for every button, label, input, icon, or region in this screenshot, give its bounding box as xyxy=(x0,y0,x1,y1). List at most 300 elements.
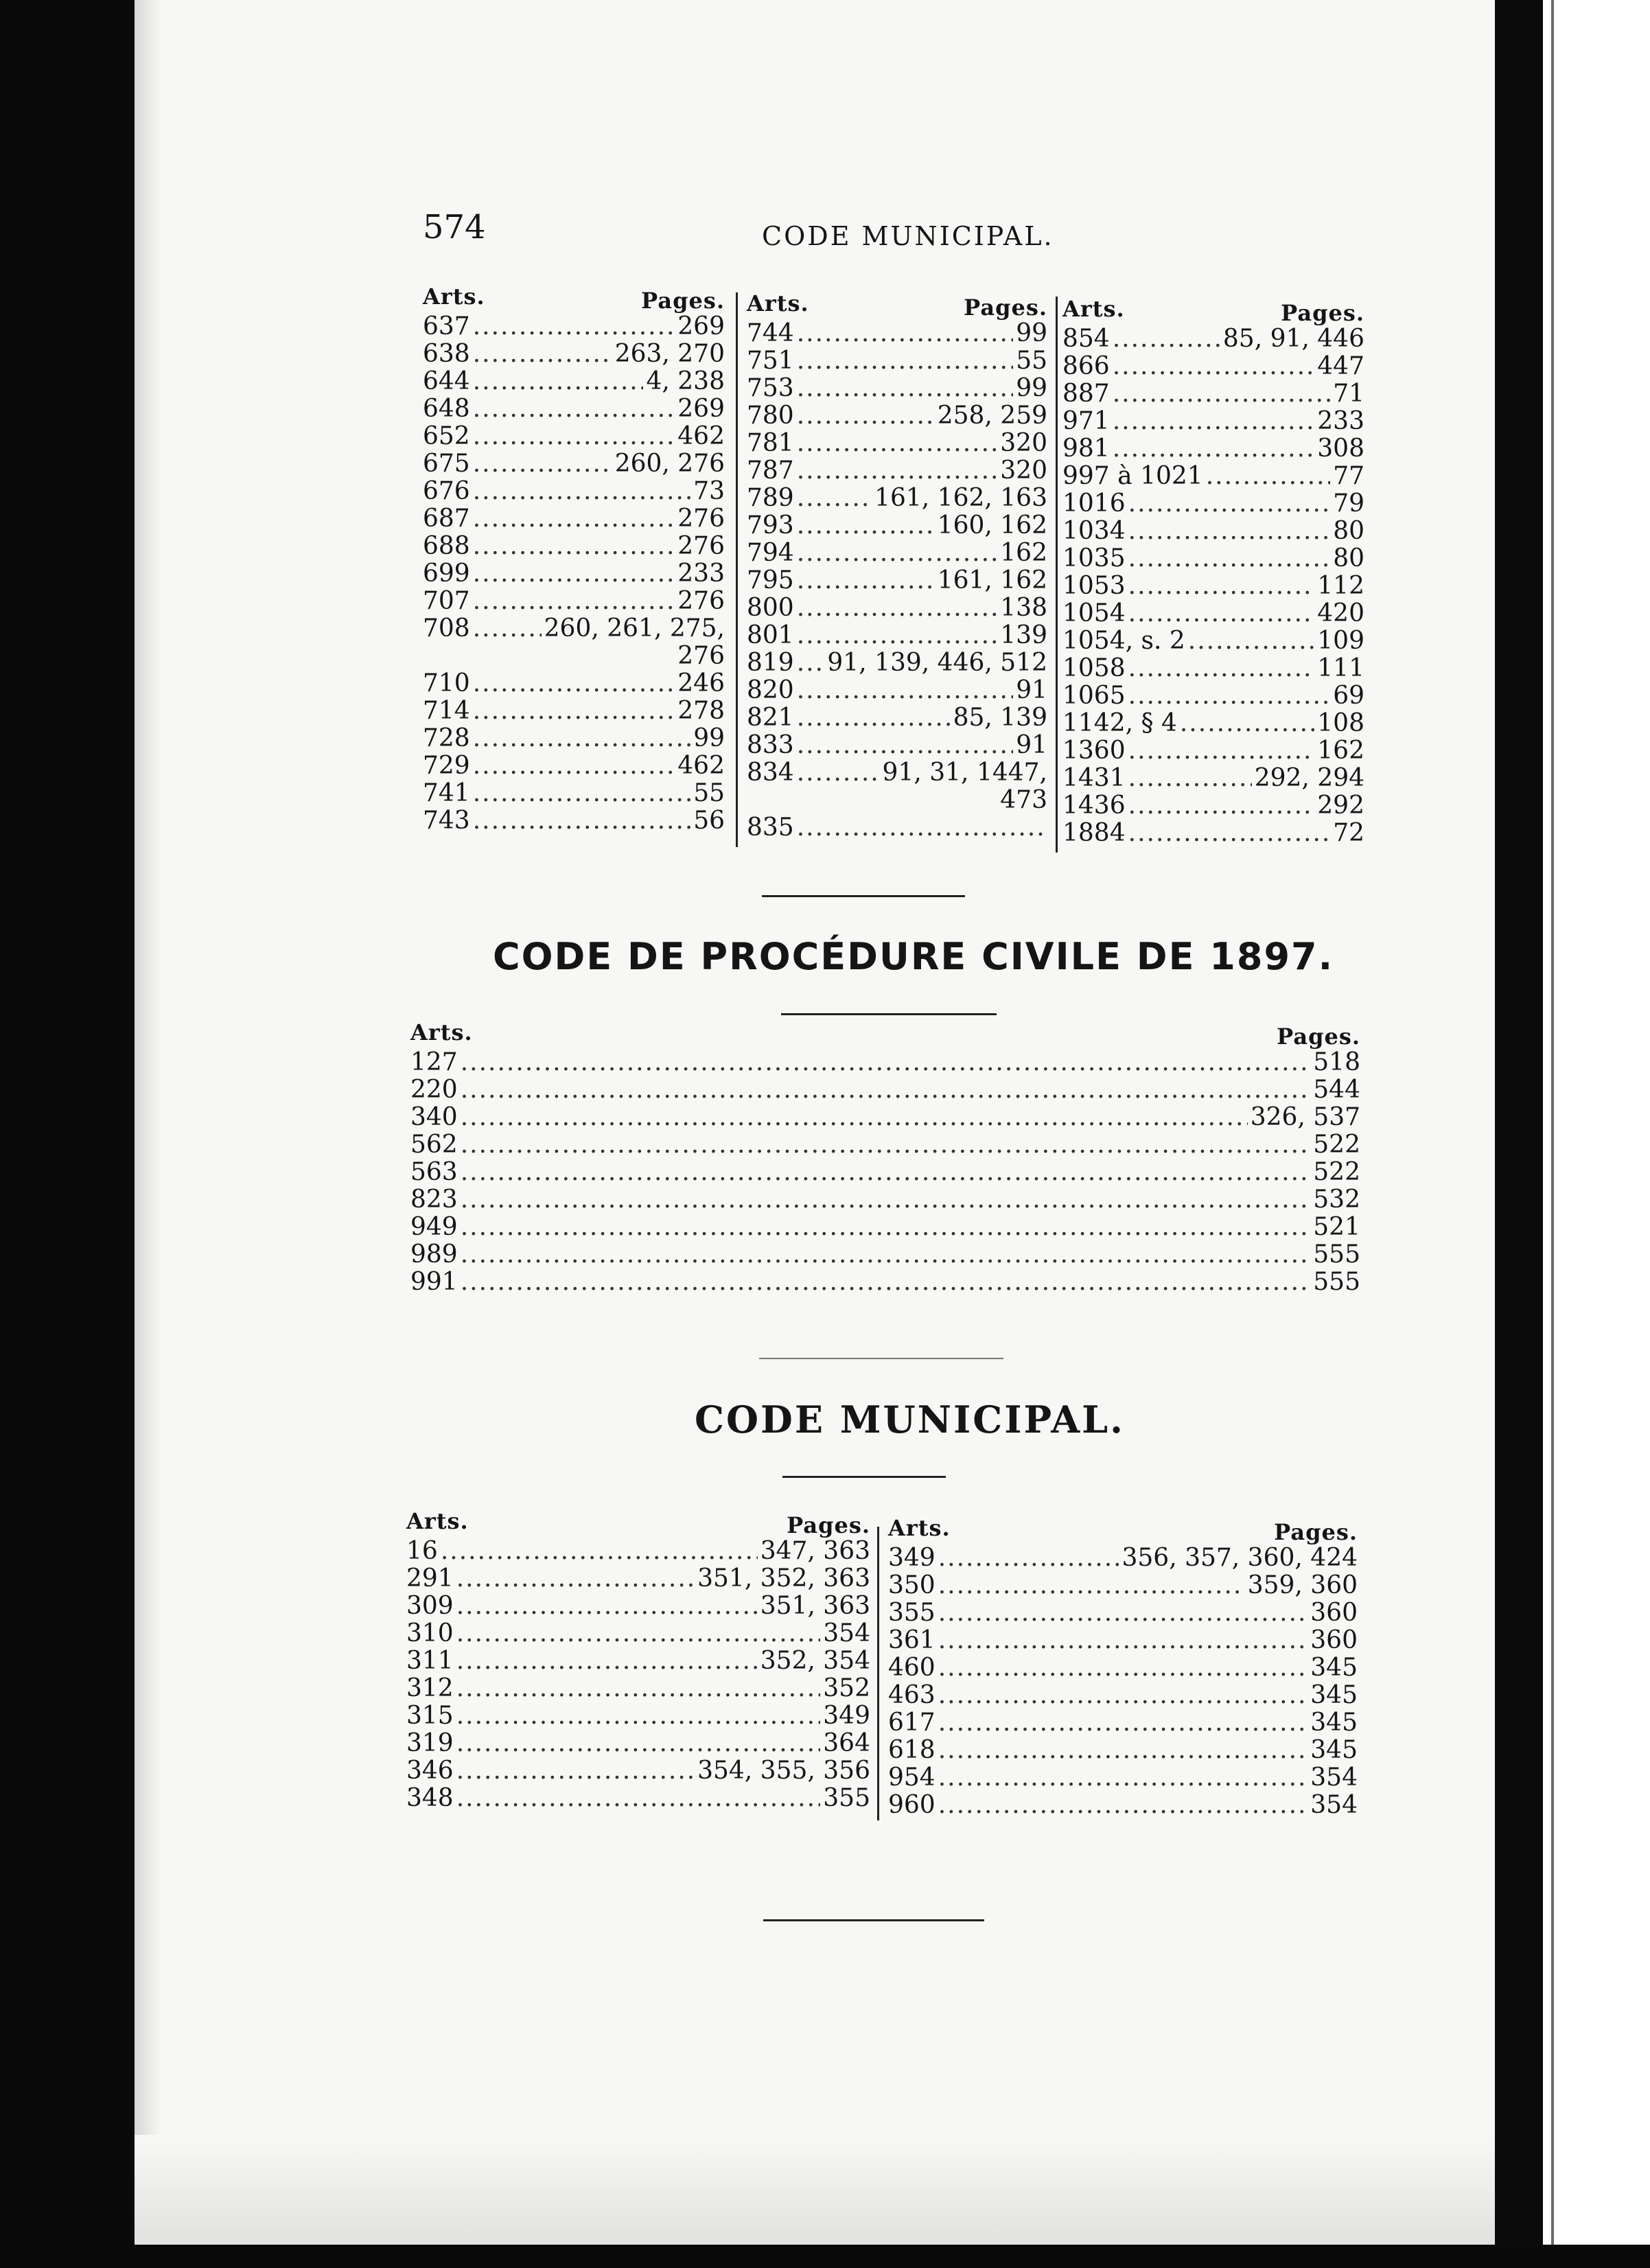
article-number: 699 xyxy=(423,559,470,588)
page-refs: 73 xyxy=(693,477,725,505)
page-refs: 347, 363 xyxy=(760,1537,870,1565)
article-number: 637 xyxy=(423,312,470,340)
index-entry xyxy=(888,1764,1358,1792)
page-refs: 269 xyxy=(677,395,725,423)
page-refs: 258, 259 xyxy=(937,402,1047,430)
index-column-2 xyxy=(747,290,1047,842)
page-refs: 276 xyxy=(677,587,725,615)
page-refs: 161, 162 xyxy=(937,566,1047,594)
index-entry xyxy=(423,780,725,807)
dot-leader xyxy=(1206,463,1331,490)
dot-leader xyxy=(473,752,675,780)
article-number: 744 xyxy=(747,319,794,347)
article-number: 618 xyxy=(888,1736,936,1764)
article-number: 1034 xyxy=(1062,517,1126,545)
page-refs: 292, 294 xyxy=(1254,764,1364,792)
index-entry xyxy=(423,533,725,560)
article-number: 866 xyxy=(1062,352,1110,380)
scan-border-left xyxy=(0,0,135,2268)
dot-leader xyxy=(1128,655,1315,682)
index-entry xyxy=(888,1627,1358,1654)
article-number: 729 xyxy=(423,752,470,780)
page-refs: 80 xyxy=(1333,517,1364,545)
page-refs: 555 xyxy=(1313,1240,1360,1269)
index-entry xyxy=(410,1131,1360,1159)
page-refs: 360 xyxy=(1310,1599,1358,1627)
pages-label: Pages. xyxy=(1277,1023,1360,1050)
page-refs: 352 xyxy=(823,1674,870,1702)
page-refs: 55 xyxy=(1016,347,1047,375)
dot-leader xyxy=(797,430,998,457)
index-entry xyxy=(1062,463,1364,490)
index-entry xyxy=(888,1682,1358,1709)
article-number: 346 xyxy=(406,1757,454,1785)
page-refs: 109 xyxy=(1317,627,1364,655)
index-entry xyxy=(406,1620,870,1647)
article-number: 714 xyxy=(423,697,470,725)
page-refs: 544 xyxy=(1313,1076,1360,1104)
article-number: 1884 xyxy=(1062,819,1126,847)
article-number: 801 xyxy=(747,621,794,649)
index-entry xyxy=(406,1593,870,1620)
index-entry xyxy=(888,1737,1358,1764)
article-number: 312 xyxy=(406,1674,454,1702)
procedure-index xyxy=(410,1019,1360,1296)
article-number: 562 xyxy=(410,1131,458,1159)
article-number: 16 xyxy=(406,1537,438,1565)
article-number: 688 xyxy=(423,532,470,560)
article-number: 710 xyxy=(423,669,470,697)
section-divider xyxy=(782,1476,946,1478)
index-entry xyxy=(406,1757,870,1785)
page-refs: 356, 357, 360, 424 xyxy=(1122,1544,1358,1572)
index-entry xyxy=(1062,435,1364,463)
index-entry xyxy=(747,567,1047,594)
index-entry xyxy=(410,1159,1360,1186)
dot-leader xyxy=(473,615,542,643)
index-entry xyxy=(1062,792,1364,820)
scan-border-bottom xyxy=(0,2245,1650,2268)
page-refs: 162 xyxy=(1317,737,1364,765)
page-refs: 233 xyxy=(677,559,725,588)
dot-leader xyxy=(456,1757,695,1785)
page-refs: 161, 162, 163 xyxy=(874,484,1047,512)
arts-label: Arts. xyxy=(406,1508,469,1534)
column-header xyxy=(747,290,1047,320)
page-refs: 71 xyxy=(1333,380,1364,408)
article-number: 854 xyxy=(1062,325,1110,353)
index-entry xyxy=(747,375,1047,402)
index-entry xyxy=(423,615,725,643)
dot-leader xyxy=(797,540,998,567)
article-number: 311 xyxy=(406,1647,454,1675)
page-refs: 91 xyxy=(1016,676,1047,704)
index-entry xyxy=(410,1186,1360,1214)
index-entry xyxy=(1062,325,1364,353)
dot-leader xyxy=(938,1599,1308,1627)
index-entry xyxy=(423,313,725,340)
page-refs: 420 xyxy=(1317,599,1364,627)
index-entry xyxy=(888,1572,1358,1599)
dot-leader xyxy=(1128,820,1331,847)
page-refs: 349 xyxy=(823,1702,870,1730)
article-number: 835 xyxy=(747,813,794,842)
dot-leader xyxy=(938,1627,1308,1654)
page-refs: 345 xyxy=(1310,1681,1358,1709)
page-number: 574 xyxy=(423,208,486,246)
article-number: 949 xyxy=(410,1213,458,1241)
dot-leader xyxy=(473,478,690,505)
article-number: 355 xyxy=(888,1599,936,1627)
article-number: 319 xyxy=(406,1729,454,1757)
article-number: 309 xyxy=(406,1592,454,1620)
page-refs: 276 xyxy=(677,505,725,533)
page-refs: 79 xyxy=(1333,489,1364,518)
page-refs: 263, 270 xyxy=(614,340,725,368)
index-entry xyxy=(1062,545,1364,572)
article-number: 1065 xyxy=(1062,682,1126,710)
page-refs: 4, 238 xyxy=(646,367,725,395)
dot-leader xyxy=(938,1792,1308,1819)
section-title-municipal: CODE MUNICIPAL. xyxy=(695,1398,1125,1442)
article-number: 310 xyxy=(406,1619,454,1647)
pages-label: Pages. xyxy=(1274,1519,1358,1545)
index-entry xyxy=(406,1675,870,1702)
index-entry xyxy=(1062,627,1364,655)
section-divider xyxy=(762,895,965,897)
index-entry xyxy=(423,697,725,725)
page-refs: 112 xyxy=(1317,572,1364,600)
article-number: 823 xyxy=(410,1185,458,1214)
dot-leader xyxy=(1180,710,1314,737)
dot-leader xyxy=(1113,353,1315,380)
dot-leader xyxy=(797,320,1013,347)
arts-label: Arts. xyxy=(423,284,485,310)
index-entry xyxy=(1062,408,1364,435)
dot-leader xyxy=(473,560,675,588)
dot-leader xyxy=(1128,737,1315,765)
page-refs: 138 xyxy=(1000,594,1047,622)
page-refs: 364 xyxy=(823,1729,870,1757)
index-entry xyxy=(888,1709,1358,1737)
page-refs: 292 xyxy=(1317,791,1364,820)
index-entry xyxy=(747,814,1047,842)
article-number: 563 xyxy=(410,1158,458,1186)
article-number: 794 xyxy=(747,539,794,567)
dot-leader xyxy=(797,567,935,594)
index-entry xyxy=(423,368,725,395)
article-number: 1431 xyxy=(1062,764,1126,792)
article-number: 800 xyxy=(747,594,794,622)
article-number: 821 xyxy=(747,704,794,732)
dot-leader xyxy=(1128,572,1315,600)
page-refs: 278 xyxy=(677,697,725,725)
arts-label: Arts. xyxy=(410,1019,473,1045)
column-divider xyxy=(736,292,738,847)
article-number: 741 xyxy=(423,779,470,807)
page-refs: 522 xyxy=(1313,1131,1360,1159)
arts-label: Arts. xyxy=(747,290,809,316)
index-entry xyxy=(747,759,1047,787)
article-number: 676 xyxy=(423,477,470,505)
page-refs: 69 xyxy=(1333,682,1364,710)
article-number: 708 xyxy=(423,614,470,643)
page-refs: 91, 139, 446, 512 xyxy=(827,649,1047,677)
page-refs: 521 xyxy=(1313,1213,1360,1241)
dot-leader xyxy=(461,1241,1311,1269)
article-number: 220 xyxy=(410,1076,458,1104)
article-number: 793 xyxy=(747,511,794,540)
dot-leader xyxy=(938,1764,1308,1792)
page-refs: 72 xyxy=(1333,819,1364,847)
dot-leader xyxy=(473,505,675,533)
article-number: 127 xyxy=(410,1048,458,1076)
dot-leader xyxy=(456,1593,758,1620)
dot-leader xyxy=(797,622,998,649)
page-refs-continued: 473 xyxy=(1000,786,1047,814)
dot-leader xyxy=(461,1131,1311,1159)
index-entry xyxy=(423,450,725,478)
dot-leader xyxy=(473,807,690,835)
article-number: 820 xyxy=(747,676,794,704)
column-divider xyxy=(877,1527,879,1820)
index-entry xyxy=(888,1599,1358,1627)
index-entry xyxy=(888,1654,1358,1682)
page-refs: 518 xyxy=(1313,1048,1360,1076)
page-refs: 139 xyxy=(1000,621,1047,649)
page-refs: 91 xyxy=(1016,731,1047,759)
page-refs: 160, 162 xyxy=(937,511,1047,540)
page-refs: 447 xyxy=(1317,352,1364,380)
column-header xyxy=(423,283,725,313)
index-entry xyxy=(888,1792,1358,1819)
article-number: 960 xyxy=(888,1791,936,1819)
page-refs: 308 xyxy=(1317,435,1364,463)
index-entry xyxy=(406,1702,870,1730)
dot-leader xyxy=(473,423,675,450)
index-entry xyxy=(1062,380,1364,408)
page-refs: 462 xyxy=(677,752,725,780)
index-entry xyxy=(410,1214,1360,1241)
article-number: 780 xyxy=(747,402,794,430)
dot-leader xyxy=(473,697,675,725)
index-entry xyxy=(406,1785,870,1812)
page-refs: 354 xyxy=(823,1619,870,1647)
dot-leader xyxy=(797,704,951,732)
article-number: 1360 xyxy=(1062,737,1126,765)
article-number: 291 xyxy=(406,1564,454,1593)
dot-leader xyxy=(938,1572,1245,1599)
index-column-1 xyxy=(423,283,725,835)
dot-leader xyxy=(456,1565,695,1593)
dot-leader xyxy=(1128,765,1252,792)
index-entry xyxy=(747,732,1047,759)
dot-leader xyxy=(473,395,675,423)
index-entry xyxy=(747,320,1047,347)
index-entry xyxy=(747,457,1047,485)
article-number: 617 xyxy=(888,1709,936,1737)
article-number: 819 xyxy=(747,649,794,677)
index-entry xyxy=(1062,710,1364,737)
article-number: 1436 xyxy=(1062,791,1126,820)
article-number: 954 xyxy=(888,1763,936,1792)
municipal-index-column-2 xyxy=(888,1514,1358,1819)
dot-leader xyxy=(473,725,690,752)
dot-leader xyxy=(473,670,675,697)
article-number: 1058 xyxy=(1062,654,1126,682)
dot-leader xyxy=(797,457,998,485)
article-number: 648 xyxy=(423,395,470,423)
article-number: 834 xyxy=(747,759,794,787)
dot-leader xyxy=(797,347,1013,375)
dot-leader xyxy=(461,1104,1248,1131)
column-header xyxy=(406,1507,870,1538)
index-entry xyxy=(423,505,725,533)
index-entry xyxy=(423,423,725,450)
index-entry xyxy=(747,540,1047,567)
section-title-procedure: CODE DE PROCÉDURE CIVILE DE 1897. xyxy=(493,935,1334,978)
index-entry xyxy=(406,1538,870,1565)
index-entry xyxy=(747,512,1047,540)
page-refs: 99 xyxy=(693,724,725,752)
index-entry xyxy=(423,807,725,835)
article-number: 728 xyxy=(423,724,470,752)
article-number: 644 xyxy=(423,367,470,395)
index-entry xyxy=(410,1269,1360,1296)
dot-leader xyxy=(1128,682,1331,710)
dot-leader xyxy=(456,1730,821,1757)
index-entry xyxy=(747,347,1047,375)
index-entry xyxy=(1062,765,1364,792)
page-refs: 320 xyxy=(1000,429,1047,457)
index-entry xyxy=(406,1565,870,1593)
dot-leader xyxy=(461,1214,1311,1241)
running-title: CODE MUNICIPAL. xyxy=(762,221,1054,251)
article-number: 1054 xyxy=(1062,599,1126,627)
index-entry xyxy=(888,1544,1358,1572)
dot-leader xyxy=(797,512,935,540)
dot-leader xyxy=(1128,490,1331,518)
dot-leader xyxy=(1128,792,1315,820)
page-refs: 233 xyxy=(1317,407,1364,435)
dot-leader xyxy=(1128,545,1331,572)
dot-leader xyxy=(473,780,690,807)
dot-leader xyxy=(797,402,935,430)
index-entry xyxy=(1062,737,1364,765)
page-refs: 77 xyxy=(1333,462,1364,490)
dot-leader xyxy=(456,1675,821,1702)
index-entry xyxy=(423,588,725,615)
scan-border-right xyxy=(1495,0,1543,2268)
page-refs: 85, 91, 446 xyxy=(1222,325,1364,353)
page-refs: 80 xyxy=(1333,544,1364,572)
dot-leader xyxy=(473,588,675,615)
page-refs: 532 xyxy=(1313,1185,1360,1214)
dot-leader xyxy=(1128,600,1315,627)
article-number: 989 xyxy=(410,1240,458,1269)
page-refs: 99 xyxy=(1016,374,1047,402)
section-divider xyxy=(781,1013,997,1015)
page-refs: 352, 354 xyxy=(760,1647,870,1675)
article-number: 795 xyxy=(747,566,794,594)
page-refs: 108 xyxy=(1317,709,1364,737)
page-refs: 359, 360 xyxy=(1247,1571,1358,1599)
index-entry xyxy=(1062,490,1364,518)
dot-leader xyxy=(797,732,1013,759)
index-entry xyxy=(423,395,725,423)
municipal-index-column-1 xyxy=(406,1507,870,1812)
page-refs: 260, 261, 275, xyxy=(544,614,725,643)
index-entry xyxy=(747,430,1047,457)
article-number: 787 xyxy=(747,456,794,485)
article-number: 350 xyxy=(888,1571,936,1599)
index-entry xyxy=(747,649,1047,677)
dot-leader xyxy=(1113,408,1315,435)
dot-leader xyxy=(938,1737,1308,1764)
index-entry xyxy=(410,1241,1360,1269)
article-number: 1053 xyxy=(1062,572,1126,600)
dot-leader xyxy=(938,1654,1308,1682)
page-refs: 354, 355, 356 xyxy=(697,1757,870,1785)
article-number: 1016 xyxy=(1062,489,1126,518)
page-refs: 555 xyxy=(1313,1268,1360,1296)
index-entry xyxy=(1062,572,1364,600)
dot-leader xyxy=(456,1647,758,1675)
article-number: 833 xyxy=(747,731,794,759)
index-entry xyxy=(1062,518,1364,545)
index-entry xyxy=(406,1730,870,1757)
article-number: 753 xyxy=(747,374,794,402)
index-entry xyxy=(423,670,725,697)
pages-label: Pages. xyxy=(641,288,725,314)
article-number: 361 xyxy=(888,1626,936,1654)
index-entry xyxy=(1062,682,1364,710)
article-number: 460 xyxy=(888,1654,936,1682)
article-number: 638 xyxy=(423,340,470,368)
index-entry xyxy=(747,704,1047,732)
page-refs: 99 xyxy=(1016,319,1047,347)
index-entry xyxy=(1062,600,1364,627)
dot-leader xyxy=(473,368,644,395)
article-number: 743 xyxy=(423,807,470,835)
dot-leader xyxy=(797,594,998,622)
article-number: 652 xyxy=(423,422,470,450)
page-refs: 345 xyxy=(1310,1736,1358,1764)
page-refs: 345 xyxy=(1310,1709,1358,1737)
section-divider xyxy=(763,1919,984,1921)
article-number: 315 xyxy=(406,1702,454,1730)
page-refs: 111 xyxy=(1317,654,1364,682)
dot-leader xyxy=(938,1544,1119,1572)
dot-leader xyxy=(797,814,1045,842)
index-entry xyxy=(747,622,1047,649)
page-refs: 85, 139 xyxy=(953,704,1047,732)
article-number: 781 xyxy=(747,429,794,457)
index-entry xyxy=(747,594,1047,622)
index-entry xyxy=(410,1104,1360,1131)
adjacent-page-edge xyxy=(1543,0,1650,2268)
article-number: 675 xyxy=(423,450,470,478)
dot-leader xyxy=(797,375,1013,402)
column-header xyxy=(888,1514,1358,1544)
index-entry xyxy=(1062,353,1364,380)
page-refs: 462 xyxy=(677,422,725,450)
index-column-3 xyxy=(1062,295,1364,847)
index-entry xyxy=(410,1049,1360,1076)
article-number: 751 xyxy=(747,347,794,375)
dot-leader xyxy=(461,1269,1311,1296)
dot-leader xyxy=(461,1076,1311,1104)
